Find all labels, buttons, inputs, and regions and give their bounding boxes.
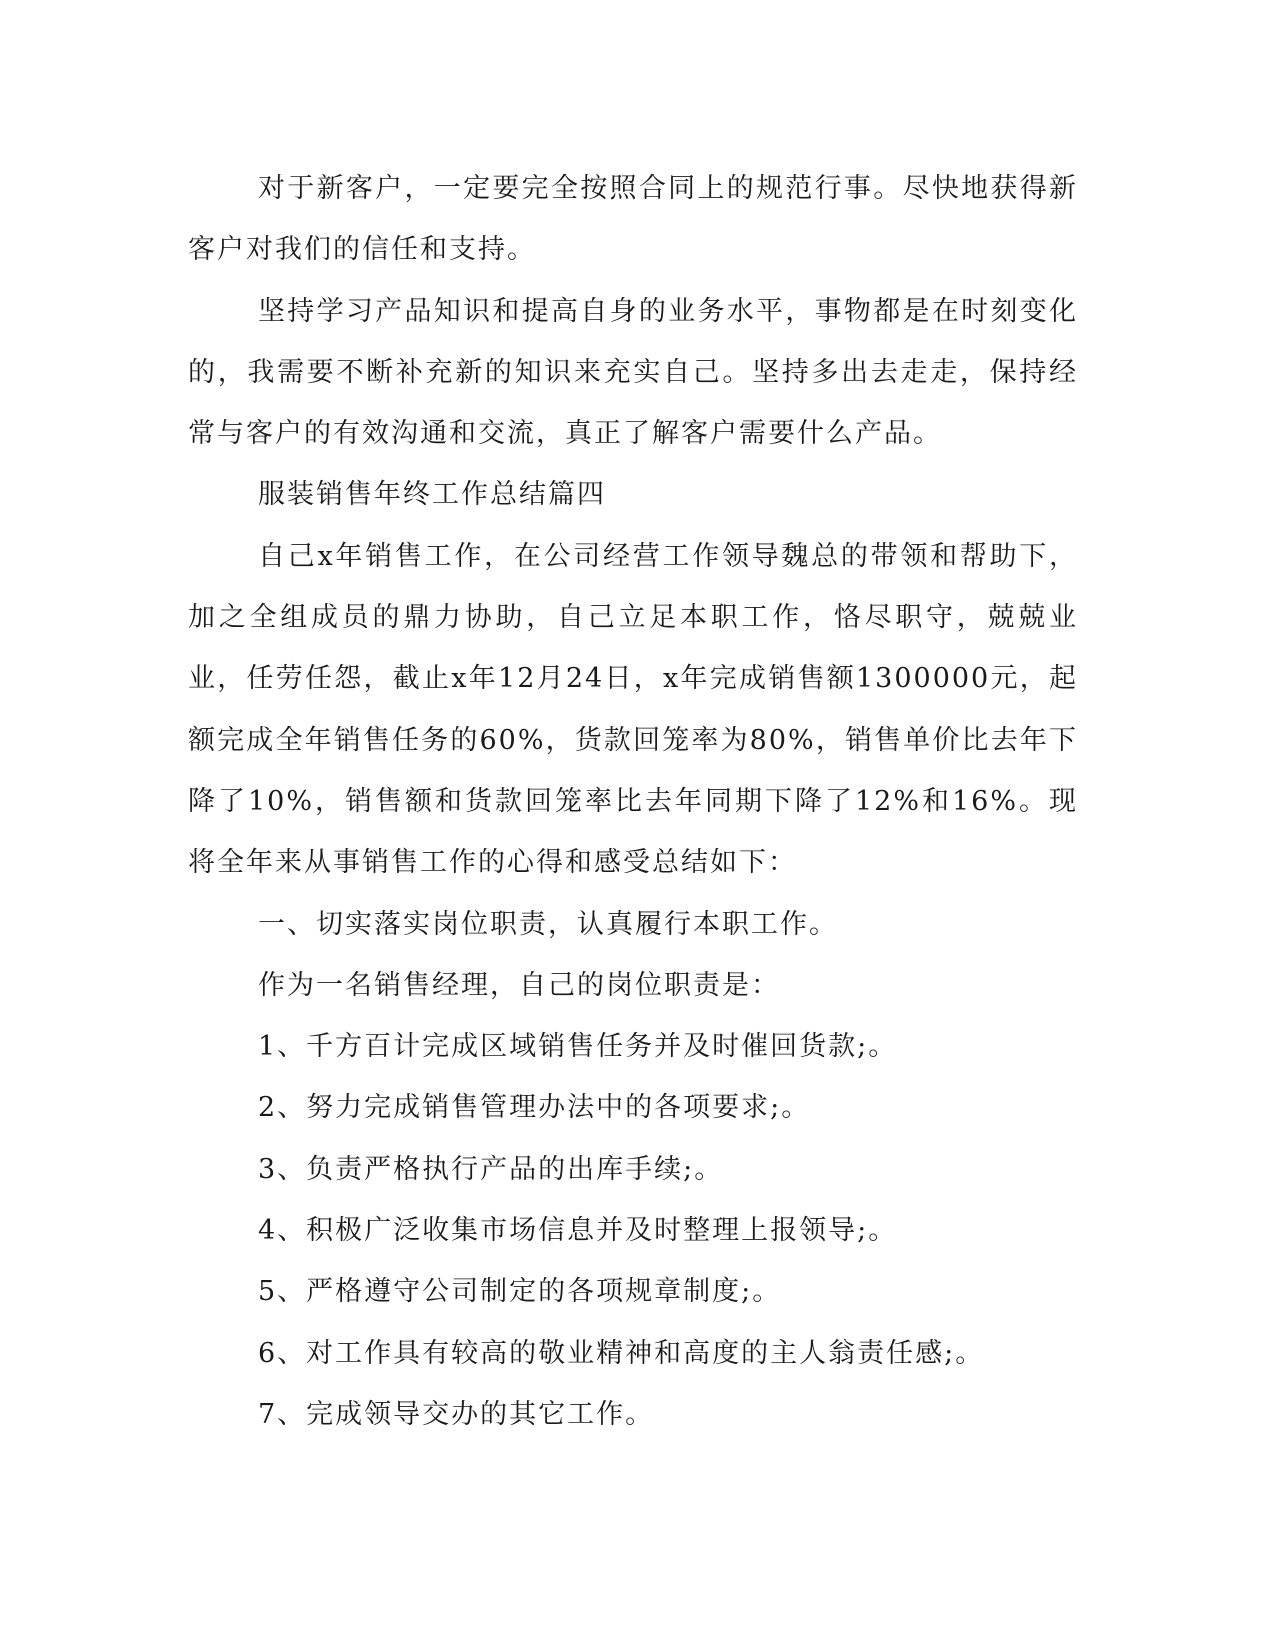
list-item: 2、努力完成销售管理办法中的各项要求;。 — [258, 1092, 811, 1124]
list-item: 1、千方百计完成区域销售任务并及时催回货款;。 — [258, 1031, 898, 1063]
list-item: 3、负责严格执行产品的出库手续;。 — [258, 1153, 724, 1185]
list-item: 5、严格遵守公司制定的各项规章制度;。 — [258, 1276, 782, 1308]
paragraph-continuous-learning: 坚持学习产品知识和提高自身的业务水平，事物都是在时刻变化的，我需要不断补充新的知识来充实自己。坚持多出去走走，保持经常与客户的有效沟通和交流，真正了解客户需要什么产品。 — [188, 295, 1078, 450]
paragraph-duties-intro: 作为一名销售经理，自己的岗位职责是： — [258, 969, 780, 1001]
section-heading: 服装销售年终工作总结篇四 — [258, 479, 606, 511]
list-item: 7、完成领导交办的其它工作。 — [258, 1398, 655, 1430]
list-item: 6、对工作具有较高的敬业精神和高度的主人翁责任感;。 — [258, 1337, 985, 1369]
paragraph-sales-summary: 自己x年销售工作，在公司经营工作领导魏总的带领和帮助下，加之全组成员的鼎力协助，自己立足本职工作，恪尽职守，兢兢业业，任劳任怨，截止x年12月24日，x年完成销售额1300000元，起额完成全年销售任务的60%，货款回笼率为80%，销售单价比去年下降了10%，销售额和货款回笼率比去年同期下降了12%和16%。现将全年来从事销售工作的心得和感受总结如下： — [188, 540, 1078, 879]
paragraph-new-customers: 对于新客户，一定要完全按照合同上的规范行事。尽快地获得新客户对我们的信任和支持。 — [188, 173, 1078, 266]
document-body — [188, 158, 1078, 1445]
list-item: 4、积极广泛收集市场信息并及时整理上报领导;。 — [258, 1215, 898, 1247]
subheading-job-duties: 一、切实落实岗位职责，认真履行本职工作。 — [258, 908, 838, 940]
